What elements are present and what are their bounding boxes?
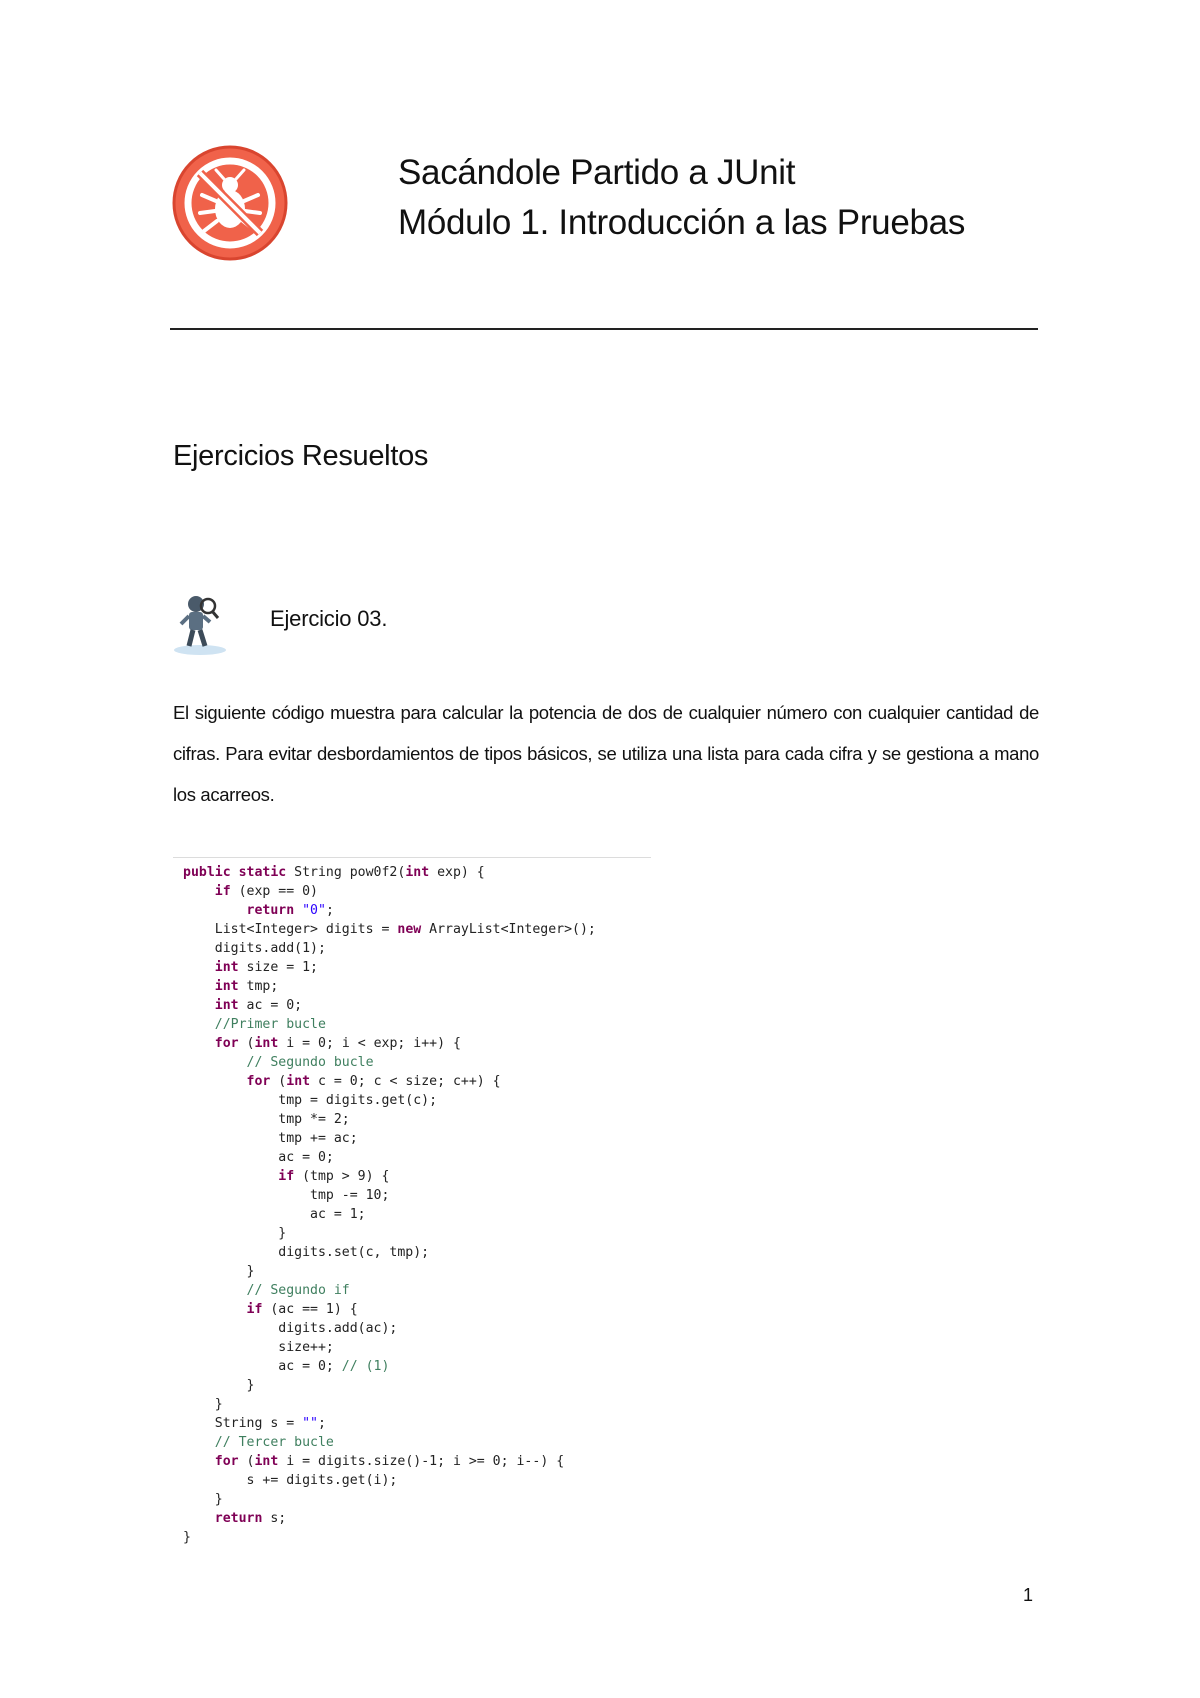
code-line: for (int i = 0; i < exp; i++) {	[214, 1036, 461, 1051]
code-line: // Tercer bucle	[214, 1435, 334, 1450]
code-line: }	[183, 1378, 255, 1393]
code-listing	[173, 857, 651, 1547]
code-top-border	[173, 857, 651, 858]
code-line: size++;	[183, 1340, 334, 1355]
code-line: for (int c = 0; c < size; c++) {	[246, 1074, 501, 1089]
detective-figure-icon	[172, 592, 238, 658]
code-line: }	[183, 1226, 287, 1241]
code-block	[183, 863, 596, 1547]
code-line: return s;	[214, 1511, 287, 1526]
document-header	[398, 148, 965, 248]
module-title: Módulo 1. Introducción a las Pruebas	[398, 203, 966, 242]
code-line: }	[183, 1264, 255, 1279]
page-number: 1	[1023, 1585, 1034, 1605]
section-title: Ejercicios Resueltos	[173, 440, 429, 472]
code-line: }	[183, 1530, 191, 1545]
course-title: Sacándole Partido a JUnit	[398, 153, 796, 192]
code-line: s += digits.get(i);	[183, 1473, 398, 1488]
code-line: }	[183, 1492, 223, 1507]
header-divider	[170, 328, 1038, 330]
code-line: int tmp;	[214, 979, 279, 994]
code-line: ac = 0; // (1)	[183, 1359, 390, 1374]
code-line: if (ac == 1) {	[246, 1302, 358, 1317]
code-line: //Primer bucle	[214, 1017, 326, 1032]
code-line: ac = 1;	[183, 1207, 366, 1222]
code-line: digits.set(c, tmp);	[183, 1245, 430, 1260]
code-line: List<Integer> digits = new ArrayList<Integer>();	[183, 922, 596, 937]
code-line: for (int i = digits.size()-1; i >= 0; i--) {	[214, 1454, 565, 1469]
code-line: return "0";	[246, 903, 334, 918]
code-line: }	[183, 1397, 223, 1412]
code-line: tmp -= 10;	[183, 1188, 390, 1203]
code-line: tmp += ac;	[183, 1131, 358, 1146]
no-bug-icon	[170, 143, 290, 263]
code-line: if (tmp > 9) {	[278, 1169, 390, 1184]
code-line: int ac = 0;	[214, 998, 303, 1013]
code-line: tmp *= 2;	[183, 1112, 350, 1127]
code-line: // Segundo if	[246, 1283, 350, 1298]
code-line: if (exp == 0)	[214, 884, 318, 899]
code-line: // Segundo bucle	[246, 1055, 374, 1070]
code-line: digits.add(ac);	[183, 1321, 398, 1336]
code-line: ac = 0;	[183, 1150, 334, 1165]
code-line: int size = 1;	[214, 960, 318, 975]
exercise-title: Ejercicio 03.	[270, 606, 388, 631]
code-line: String s = "";	[183, 1416, 326, 1431]
exercise-description: El siguiente código muestra para calcular la potencia de dos de cualquier número con cualquier cantidad de cifras. Para evitar desbordamientos de tipos básicos, se utiliza una lista para cada cifra y se gestiona a mano los acarreos.	[173, 702, 1039, 805]
code-line: digits.add(1);	[183, 941, 326, 956]
code-line: tmp = digits.get(c);	[183, 1093, 438, 1108]
code-line: public static String pow0f2(int exp) {	[183, 865, 485, 880]
